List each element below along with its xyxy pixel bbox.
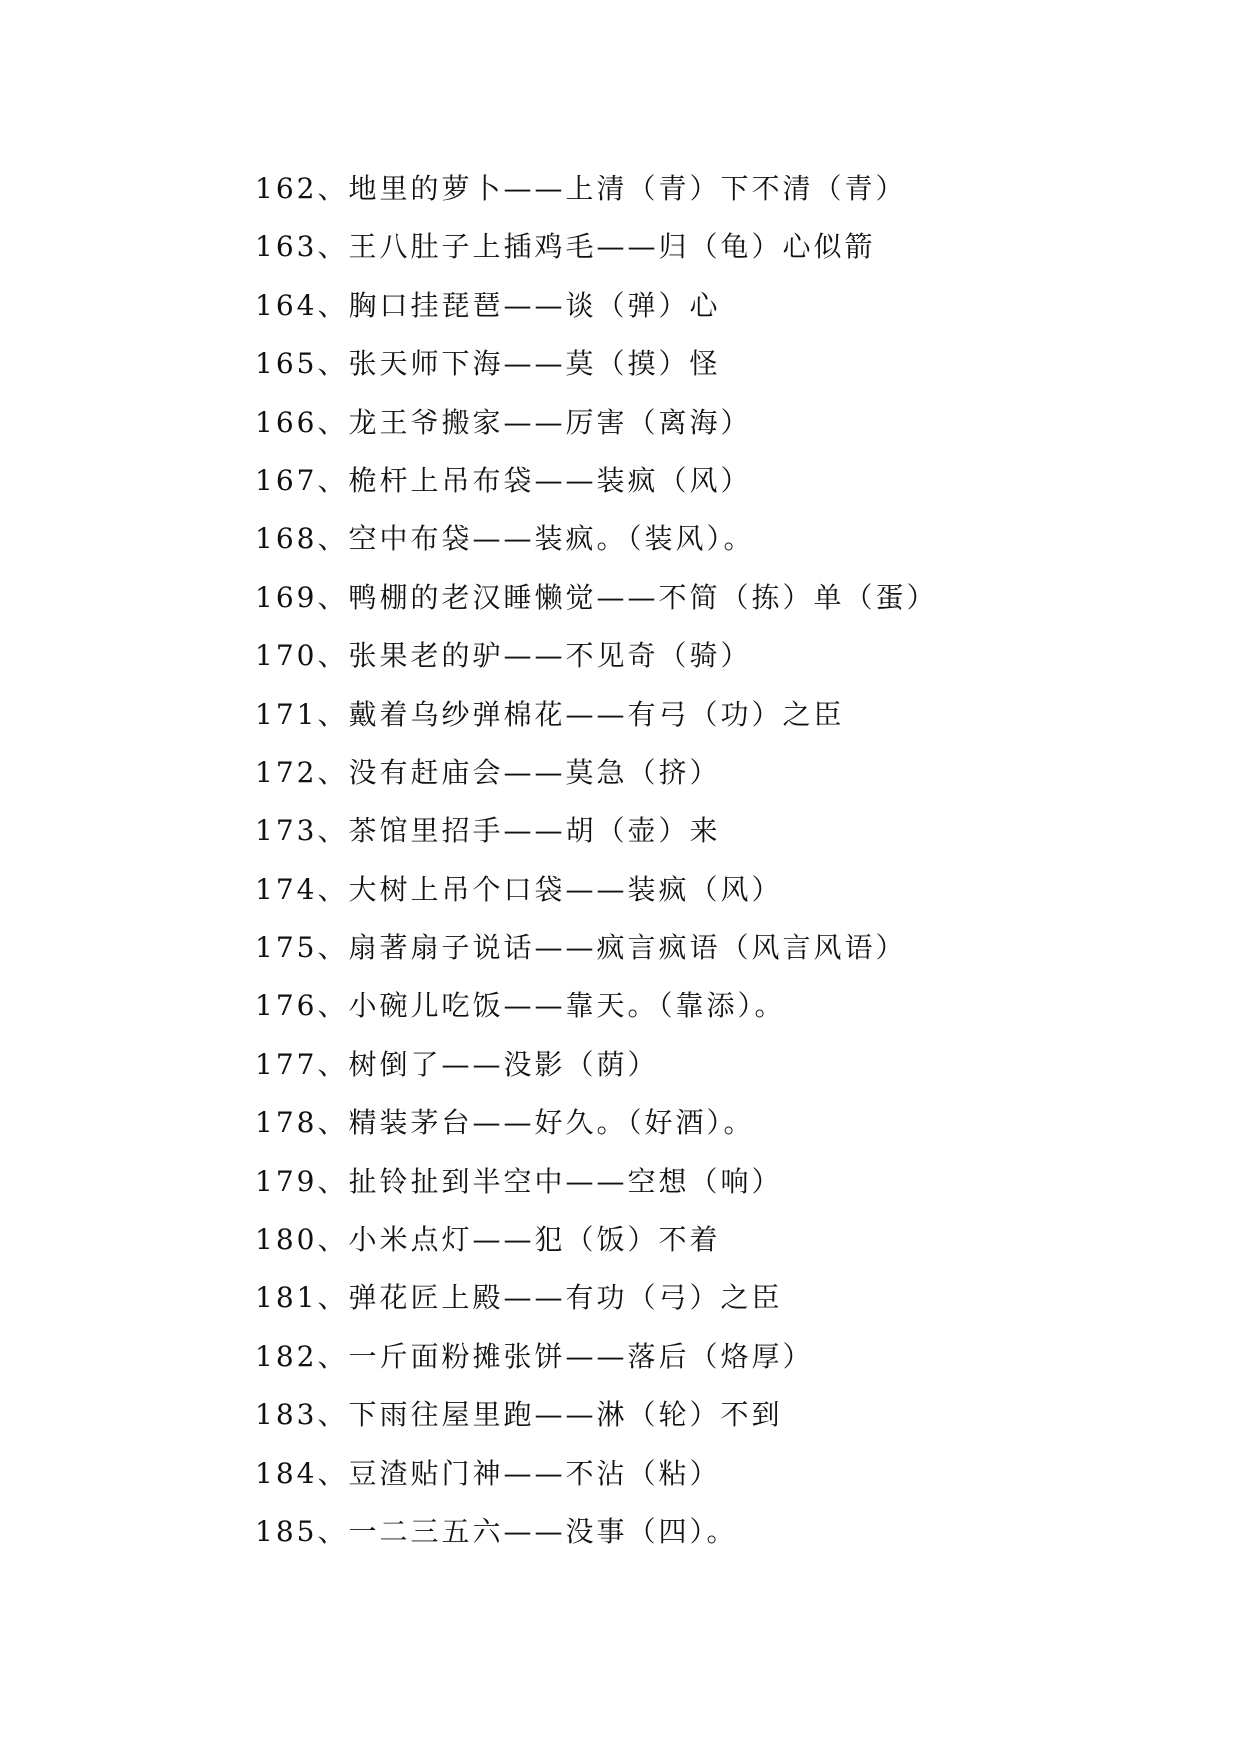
list-item: 162、地里的萝卜——上清（青）下不清（青） xyxy=(255,172,907,205)
list-item: 173、茶馆里招手——胡（壶）来 xyxy=(255,814,721,848)
list-item: 175、扇著扇子说话——疯言疯语（风言风语） xyxy=(255,931,907,965)
list-item: 170、张果老的驴——不见奇（骑） xyxy=(255,639,752,673)
list-item: 178、精装茅台——好久。（好酒）。 xyxy=(255,1106,755,1140)
list-item: 169、鸭棚的老汉睡懒觉——不简（拣）单（蛋） xyxy=(255,580,938,614)
list-item: 181、弹花匠上殿——有功（弓）之臣 xyxy=(255,1281,783,1315)
list-item: 184、豆渣贴门神——不沾（粘） xyxy=(255,1456,721,1490)
list-item: 174、大树上吊个口袋——装疯（风） xyxy=(255,872,783,906)
list-item: 185、一二三五六——没事（四）。 xyxy=(255,1514,738,1548)
list-item: 179、扯铃扯到半空中——空想（响） xyxy=(255,1164,783,1198)
list-item: 167、桅杆上吊布袋——装疯（风） xyxy=(255,463,752,497)
list-item: 176、小碗儿吃饭——靠天。（靠添）。 xyxy=(255,989,786,1023)
entry-list xyxy=(255,160,937,1561)
list-item: 183、下雨往屋里跑——淋（轮）不到 xyxy=(255,1398,783,1432)
list-item: 168、空中布袋——装疯。（装风）。 xyxy=(255,522,755,556)
list-item: 171、戴着乌纱弹棉花——有弓（功）之臣 xyxy=(255,697,845,731)
list-item: 177、树倒了——没影（荫） xyxy=(255,1047,659,1081)
list-item: 180、小米点灯——犯（饭）不着 xyxy=(255,1223,721,1257)
list-item: 164、胸口挂琵琶——谈（弹）心 xyxy=(255,288,721,322)
list-item: 172、没有赶庙会——莫急（挤） xyxy=(255,755,721,789)
list-item: 165、张天师下海——莫（摸）怪 xyxy=(255,347,721,381)
list-item: 166、龙王爷搬家——厉害（离海） xyxy=(255,405,752,439)
list-item: 182、一斤面粉摊张饼——落后（烙厚） xyxy=(255,1339,814,1373)
list-item: 163、王八肚子上插鸡毛——归（龟）心似箭 xyxy=(255,230,876,264)
